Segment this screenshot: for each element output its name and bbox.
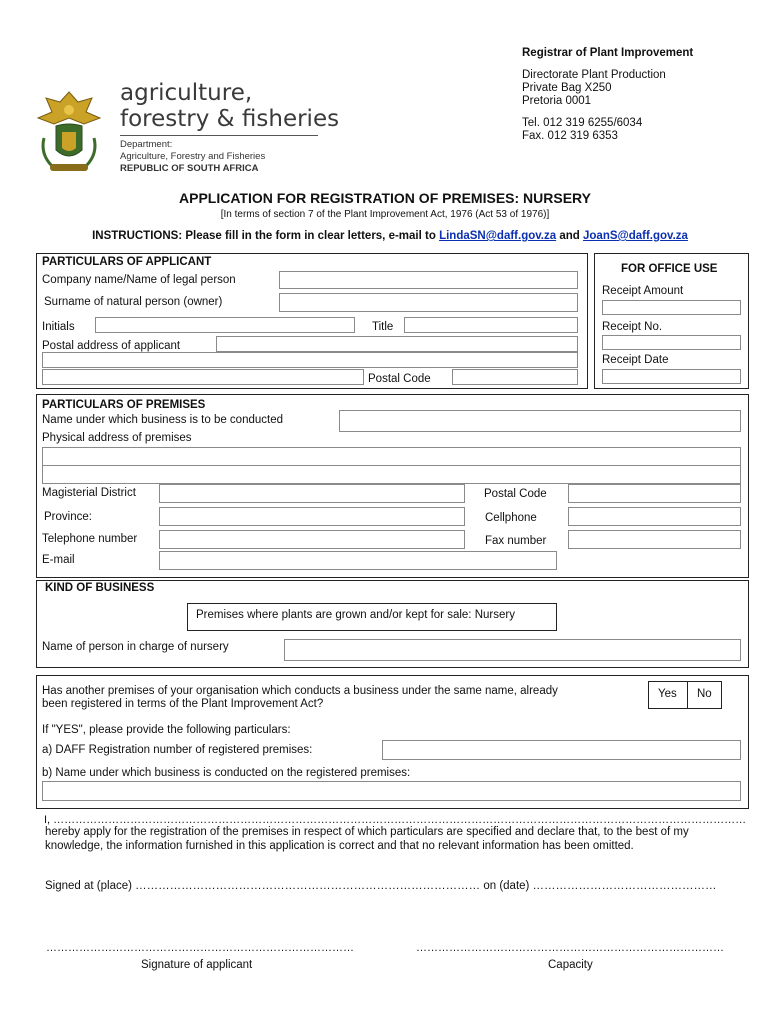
brand-line-2: forestry & fisheries bbox=[120, 106, 340, 132]
title-label: Title bbox=[372, 321, 394, 333]
business-name-label: Name under which business is to be conducted bbox=[42, 414, 284, 426]
form-title: APPLICATION FOR REGISTRATION OF PREMISES: NURSERY bbox=[179, 190, 591, 206]
instructions-and: and bbox=[559, 230, 580, 242]
person-in-charge-input[interactable] bbox=[284, 639, 741, 661]
receipt-no-input[interactable] bbox=[602, 335, 741, 350]
dept-name: Agriculture, Forestry and Fisheries bbox=[120, 151, 266, 162]
address-line-2: Private Bag X250 bbox=[522, 82, 612, 94]
instructions-text: INSTRUCTIONS: Please fill in the form in clear letters, e-mail to bbox=[92, 230, 436, 242]
surname-label: Surname of natural person (owner) bbox=[44, 296, 223, 308]
business-name-input[interactable] bbox=[339, 410, 741, 432]
registered-business-name-label: b) Name under which business is conducted on the registered premises: bbox=[42, 767, 411, 779]
telephone-label: Telephone number bbox=[42, 533, 138, 545]
declaration-name-line: I, ……………………………………………………………………………………………………………………………………………………………………… bbox=[44, 814, 747, 826]
declaration-text-2: knowledge, the information furnished in this application is correct and that no relevant information has been omitted. bbox=[45, 840, 634, 852]
capacity-label: Capacity bbox=[548, 959, 593, 971]
initials-label: Initials bbox=[42, 321, 75, 333]
postal-address-input-3[interactable] bbox=[42, 369, 364, 385]
premises-heading: PARTICULARS OF PREMISES bbox=[42, 399, 206, 411]
company-name-label: Company name/Name of legal person bbox=[42, 274, 236, 286]
email-label: E-mail bbox=[42, 554, 75, 566]
fax-line: Fax. 012 319 6353 bbox=[522, 130, 618, 142]
premises-postal-code-label: Postal Code bbox=[484, 488, 547, 500]
email-input[interactable] bbox=[159, 551, 557, 570]
district-label: Magisterial District bbox=[42, 487, 136, 499]
no-label: No bbox=[697, 688, 712, 700]
address-line-1: Directorate Plant Production bbox=[522, 69, 666, 81]
registered-business-name-input[interactable] bbox=[42, 781, 741, 801]
brand-line-1: agriculture, bbox=[120, 80, 253, 106]
signature-dotted-line: ………………………………………………………………………… bbox=[46, 942, 354, 954]
registration-number-input[interactable] bbox=[382, 740, 741, 760]
applicant-heading: PARTICULARS OF APPLICANT bbox=[42, 256, 212, 268]
cellphone-label: Cellphone bbox=[485, 512, 537, 524]
person-in-charge-label: Name of person in charge of nursery bbox=[42, 641, 229, 653]
title-input[interactable] bbox=[404, 317, 578, 333]
cellphone-input[interactable] bbox=[568, 507, 741, 526]
physical-address-input-1[interactable] bbox=[42, 447, 741, 466]
fax-input[interactable] bbox=[568, 530, 741, 549]
premises-postal-code-input[interactable] bbox=[568, 484, 741, 503]
province-input[interactable] bbox=[159, 507, 465, 526]
yes-label: Yes bbox=[658, 688, 677, 700]
receipt-amount-label: Receipt Amount bbox=[602, 285, 684, 297]
receipt-date-input[interactable] bbox=[602, 369, 741, 384]
office-use-heading: FOR OFFICE USE bbox=[621, 263, 718, 275]
signed-at-line: Signed at (place) ……………………………………………………………………………… on (date) ………………………………………… bbox=[45, 880, 717, 892]
postal-address-input-2[interactable] bbox=[42, 352, 578, 368]
telephone-line: Tel. 012 319 6255/6034 bbox=[522, 117, 643, 129]
physical-address-input-2[interactable] bbox=[42, 465, 741, 484]
dept-label: Department: bbox=[120, 139, 173, 150]
instructions-line bbox=[0, 230, 780, 242]
address-line-3: Pretoria 0001 bbox=[522, 95, 592, 107]
physical-address-label: Physical address of premises bbox=[42, 432, 192, 444]
declaration-text-1: hereby apply for the registration of the premises in respect of which particulars are specified and declare that, to the best of my bbox=[45, 826, 689, 838]
postal-address-label: Postal address of applicant bbox=[42, 340, 181, 352]
coat-of-arms-logo bbox=[34, 88, 104, 176]
email-link-linda[interactable]: LindaSN@daff.gov.za bbox=[439, 230, 557, 242]
receipt-amount-input[interactable] bbox=[602, 300, 741, 315]
brand-underline bbox=[120, 135, 318, 136]
form-subtitle: [In terms of section 7 of the Plant Improvement Act, 1976 (Act 53 of 1976)] bbox=[220, 209, 550, 220]
if-yes-label: If "YES", please provide the following particulars: bbox=[42, 724, 291, 736]
business-type-text: Premises where plants are grown and/or kept for sale: Nursery bbox=[196, 609, 515, 621]
country-name: REPUBLIC OF SOUTH AFRICA bbox=[120, 163, 259, 174]
fax-label: Fax number bbox=[485, 535, 547, 547]
registrar-title: Registrar of Plant Improvement bbox=[522, 47, 694, 59]
surname-input[interactable] bbox=[279, 293, 578, 312]
receipt-no-label: Receipt No. bbox=[602, 321, 663, 333]
other-premises-question-2: been registered in terms of the Plant Improvement Act? bbox=[42, 698, 324, 710]
district-input[interactable] bbox=[159, 484, 465, 503]
initials-input[interactable] bbox=[95, 317, 355, 333]
postal-address-input-1[interactable] bbox=[216, 336, 578, 352]
other-premises-question-1: Has another premises of your organisation which conducts a business under the same name, already bbox=[42, 685, 558, 697]
email-link-joan[interactable]: JoanS@daff.gov.za bbox=[583, 230, 688, 242]
business-heading: KIND OF BUSINESS bbox=[45, 582, 155, 594]
telephone-input[interactable] bbox=[159, 530, 465, 549]
company-name-input[interactable] bbox=[279, 271, 578, 289]
signature-label: Signature of applicant bbox=[141, 959, 253, 971]
postal-code-label: Postal Code bbox=[368, 373, 431, 385]
capacity-dotted-line: ………………………………………………………………………… bbox=[416, 942, 724, 954]
postal-code-input[interactable] bbox=[452, 369, 578, 385]
receipt-date-label: Receipt Date bbox=[602, 354, 669, 366]
province-label: Province: bbox=[44, 511, 92, 523]
registration-number-label: a) DAFF Registration number of registered premises: bbox=[42, 744, 313, 756]
